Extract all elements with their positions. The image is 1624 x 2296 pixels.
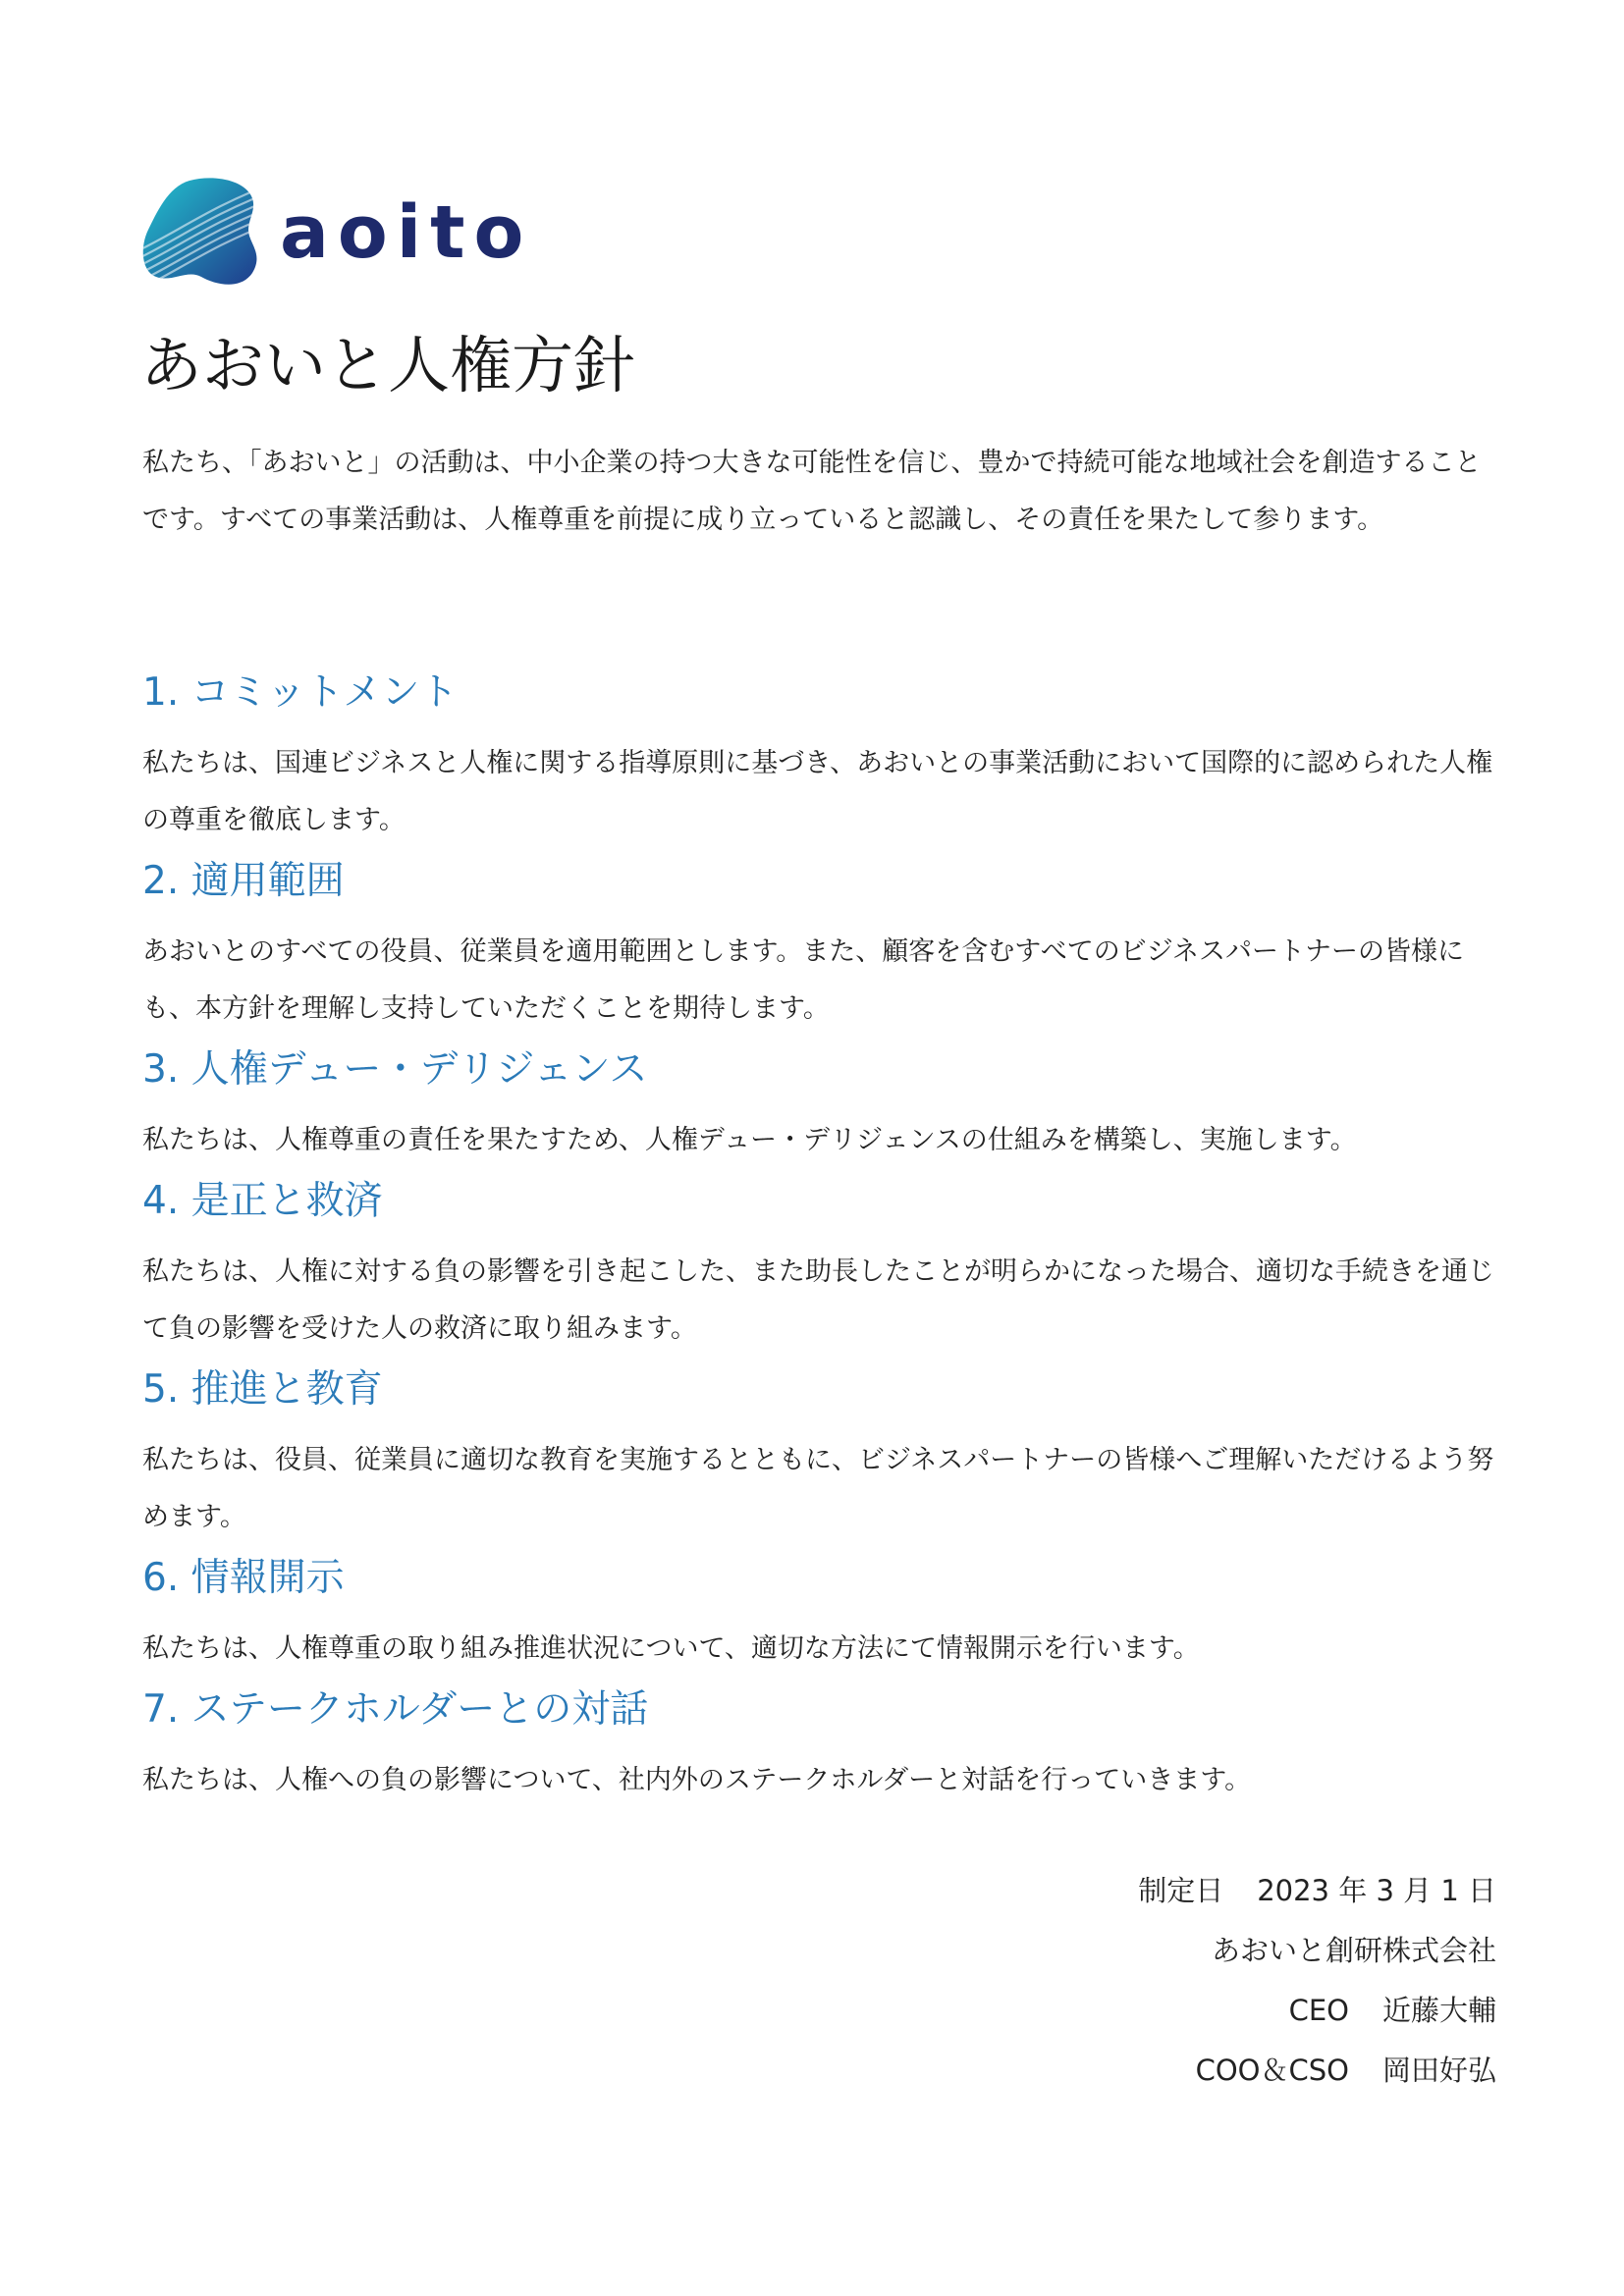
section-body-disclosure: 私たちは、人権尊重の取り組み推進状況について、適切な方法にて情報開示を行います。 [142, 1633, 1200, 1664]
company-name: あおいと創研株式会社 [1211, 1934, 1496, 1967]
section-body-education: 私たちは、役員、従業員に適切な教育を実施するとともに、ビジネスパートナーの皆様へご理解いただけるよう努めます。 [142, 1445, 1494, 1532]
aoito-logo-graphic [142, 175, 555, 293]
section-heading-dialogue: 7. ステークホルダーとの対話 [142, 1687, 649, 1732]
section-heading-scope: 2. 適用範囲 [142, 859, 345, 903]
section-heading-education: 5. 推進と教育 [142, 1367, 383, 1412]
section-body-scope: あおいとのすべての役員、従業員を適用範囲とします。また、顧客を含むすべてのビジネスパートナーの皆様にも、本方針を理解し支持していただくことを期待します。 [142, 936, 1464, 1024]
signature-block [809, 1861, 1496, 2101]
section-body-dialogue: 私たちは、人権への負の影響について、社内外のステークホルダーと対話を行っていきます。 [142, 1765, 1252, 1795]
section-body-commitment: 私たちは、国連ビジネスと人権に関する指導原則に基づき、あおいとの事業活動において国際的に認められた人権の尊重を徹底します。 [142, 748, 1493, 835]
coo-line [809, 2041, 1496, 2101]
aoito-wordmark: aoito [280, 190, 533, 275]
ceo-line [809, 1981, 1496, 2041]
aoito-symbol-icon [142, 178, 270, 293]
section-body-remedy: 私たちは、人権に対する負の影響を引き起こした、また助長したことが明らかになった場合、適切な手続きを通じて負の影響を受けた人の救済に取り組みます。 [142, 1256, 1494, 1344]
section-heading-due-diligence: 3. 人権デュー・デリジェンス [142, 1047, 648, 1092]
coo-name: 岡田好弘 [1381, 2054, 1496, 2087]
intro-paragraph: 私たち、「あおいと」の活動は、中小企業の持つ大きな可能性を信じ、豊かで持続可能な地域社会を創造することです。すべての事業活動は、人権尊重を前提に成り立っていると認識し、その責任を果たして参ります。 [142, 448, 1482, 535]
section-heading-commitment: 1. コミットメント [142, 670, 459, 715]
enactment-date-line [809, 1861, 1496, 1921]
section-body-due-diligence: 私たちは、人権尊重の責任を果たすため、人権デュー・デリジェンスの仕組みを構築し、実施します。 [142, 1125, 1357, 1155]
section-heading-remedy: 4. 是正と救済 [142, 1179, 383, 1223]
enactment-date-label: 制定日 [1138, 1874, 1224, 1907]
enactment-date-value: 2023 年 3 月 1 日 [1257, 1874, 1496, 1907]
ceo-name: 近藤大輔 [1381, 1994, 1496, 2027]
page-title: あおいと人権方針 [140, 330, 635, 401]
coo-title: COO＆CSO [1195, 2054, 1349, 2087]
aoito-logo [142, 175, 555, 293]
section-heading-disclosure: 6. 情報開示 [142, 1556, 345, 1600]
ceo-title: CEO [1288, 1994, 1349, 2027]
